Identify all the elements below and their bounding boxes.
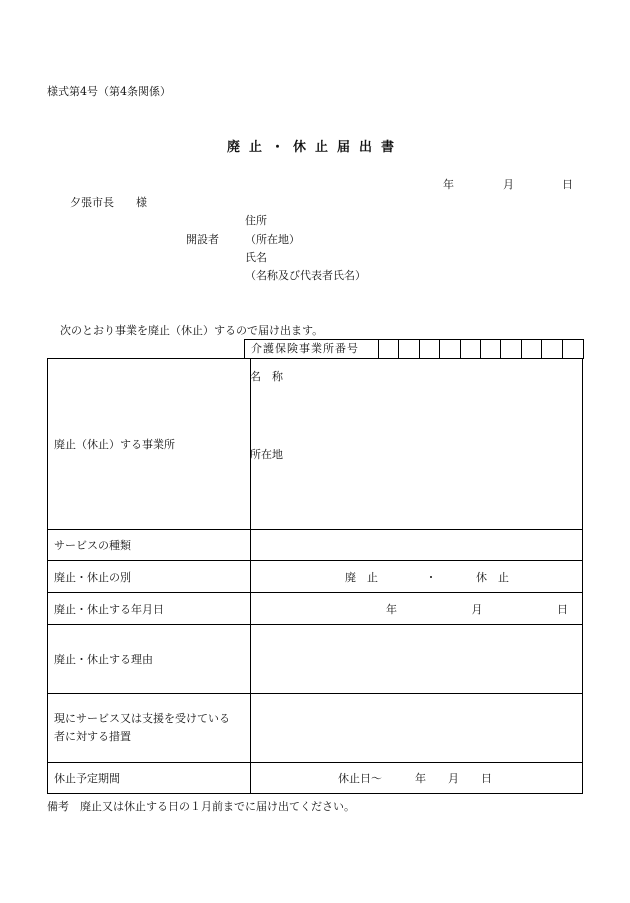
table-row bbox=[48, 530, 583, 561]
office-number-digit-cell[interactable] bbox=[563, 340, 583, 358]
service-type-label-cell bbox=[48, 530, 251, 561]
date-year-label: 年 bbox=[443, 178, 454, 191]
measures-label-line2: 者に対する措置 bbox=[54, 730, 131, 743]
name-sub-label: （名称及び代表者氏名） bbox=[245, 269, 366, 282]
name-label: 氏名 bbox=[245, 251, 267, 264]
footnote: 備考 廃止又は休止する日の１月前までに届け出てください。 bbox=[47, 800, 355, 813]
office-value-cell[interactable] bbox=[251, 359, 583, 530]
service-type-value-cell[interactable] bbox=[251, 530, 583, 561]
office-number-digit-cell[interactable] bbox=[440, 340, 460, 358]
form-table bbox=[47, 358, 583, 794]
office-number-digit-cell[interactable] bbox=[542, 340, 562, 358]
date-label-cell bbox=[48, 593, 251, 625]
date-day-label: 日 bbox=[562, 178, 573, 191]
location-label: （所在地） bbox=[245, 233, 300, 246]
table-row bbox=[48, 763, 583, 794]
period-value-cell[interactable] bbox=[251, 763, 583, 794]
abolish-date-day: 日 bbox=[557, 602, 568, 616]
office-number-digit-cell[interactable] bbox=[461, 340, 481, 358]
office-number-digit-cell[interactable] bbox=[522, 340, 542, 358]
reason-label: 廃止・休止する理由 bbox=[54, 653, 153, 666]
office-number-row bbox=[244, 339, 584, 359]
abolish-date-value-cell[interactable] bbox=[251, 593, 583, 625]
opener-label: 開設者 bbox=[186, 233, 219, 246]
period-label-cell bbox=[48, 763, 251, 794]
intro-text: 次のとおり事業を廃止（休止）するので届け出ます。 bbox=[60, 324, 324, 337]
abolish-date-label: 廃止・休止する年月日 bbox=[54, 602, 164, 616]
abolish-suspend-value-cell bbox=[251, 561, 583, 593]
suspend-option[interactable]: 休 止 bbox=[476, 570, 509, 584]
office-location-label: 所在地 bbox=[250, 448, 283, 461]
table-row bbox=[48, 561, 583, 593]
table-row bbox=[48, 694, 583, 763]
table-row bbox=[48, 625, 583, 694]
address-label: 住所 bbox=[245, 214, 267, 227]
office-number-label: 介護保険事業所番号 bbox=[245, 340, 379, 358]
abolish-date-year: 年 bbox=[386, 602, 397, 616]
abolish-suspend-label-cell bbox=[48, 561, 251, 593]
abolish-suspend-label: 廃止・休止の別 bbox=[54, 570, 131, 584]
measures-label-cell bbox=[48, 694, 251, 763]
abolish-option[interactable]: 廃 止 bbox=[345, 570, 378, 584]
office-number-digit-cell[interactable] bbox=[379, 340, 399, 358]
table-row bbox=[48, 359, 583, 530]
service-type-label: サービスの種類 bbox=[54, 539, 131, 552]
form-number: 様式第4号（第4条関係） bbox=[47, 85, 171, 98]
addressee: 夕張市長 様 bbox=[70, 196, 147, 209]
office-label: 廃止（休止）する事業所 bbox=[54, 438, 175, 451]
office-name-label: 名 称 bbox=[250, 370, 283, 383]
office-number-digit-cell[interactable] bbox=[481, 340, 501, 358]
measures-label-line1: 現にサービス又は支援を受けている bbox=[54, 712, 230, 725]
option-separator: ・ bbox=[425, 570, 437, 584]
document-title: 廃止・休止届出書 bbox=[226, 140, 403, 155]
office-number-digit-cell[interactable] bbox=[501, 340, 521, 358]
period-value: 休止日～ 年 月 日 bbox=[338, 772, 492, 785]
reason-value-cell[interactable] bbox=[251, 625, 583, 694]
office-label-cell bbox=[48, 359, 251, 530]
measures-value-cell[interactable] bbox=[251, 694, 583, 763]
reason-label-cell bbox=[48, 625, 251, 694]
period-label: 休止予定期間 bbox=[54, 772, 120, 785]
table-row bbox=[48, 593, 583, 625]
abolish-date-month: 月 bbox=[471, 602, 483, 616]
office-number-digit-cell[interactable] bbox=[420, 340, 440, 358]
office-number-digit-cell[interactable] bbox=[399, 340, 419, 358]
date-month-label: 月 bbox=[503, 178, 514, 191]
